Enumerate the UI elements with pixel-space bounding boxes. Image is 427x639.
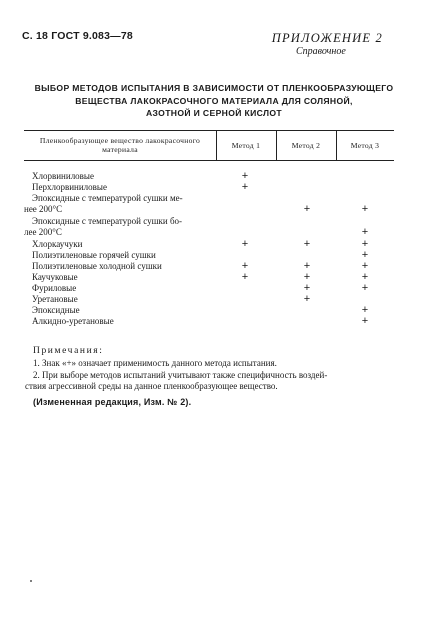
document-title: [18, 82, 410, 120]
method-2-mark: +: [303, 282, 311, 294]
note-2-line-2: ствия агрессивной среды на данное пленкообразующее вещество.: [25, 381, 278, 391]
method-1-mark: +: [241, 181, 249, 193]
method-3-mark: +: [361, 271, 369, 283]
substance-name: Хлоркаучуки: [32, 239, 83, 249]
column-header-substance-line: Пленкообразующее вещество лакокрасочного: [39, 136, 201, 145]
substance-name: Фуриловые: [32, 283, 77, 293]
column-header-substance: [24, 136, 216, 154]
substance-name: Эпоксидные с температурой сушки бо-: [32, 216, 183, 226]
method-1-mark: +: [241, 271, 249, 283]
page-header: С. 18 ГОСТ 9.083—78: [22, 30, 133, 42]
method-3-mark: +: [361, 203, 369, 215]
substance-name: Полиэтиленовые холодной сушки: [32, 261, 162, 271]
table-header-rule: [24, 160, 394, 161]
method-3-mark: +: [361, 226, 369, 238]
table-row: [24, 250, 394, 260]
appendix-subtitle: Справочное: [296, 46, 346, 57]
method-2-mark: +: [303, 271, 311, 283]
table-row: [24, 305, 394, 315]
column-header-method-1: Метод 1: [231, 141, 261, 150]
column-header-method-3: Метод 3: [350, 141, 380, 150]
table-row: [24, 182, 394, 192]
note-1: 1. Знак «+» означает применимость данного метода испытания.: [33, 358, 277, 368]
appendix-title: ПРИЛОЖЕНИЕ 2: [271, 31, 383, 45]
method-3-mark: +: [361, 238, 369, 250]
method-3-mark: +: [361, 282, 369, 294]
title-line: ВЫБОР МЕТОДОВ ИСПЫТАНИЯ В ЗАВИСИМОСТИ ОТ ПЛЕНКООБРАЗУЮЩЕГО: [34, 83, 394, 93]
column-header-substance-line: материала: [102, 145, 138, 154]
table-row: [24, 193, 394, 203]
method-2-mark: +: [303, 260, 311, 272]
substance-name: Каучуковые: [32, 272, 78, 282]
table-row: [24, 272, 394, 282]
substance-name: Хлорвиниловые: [32, 171, 94, 181]
method-3-mark: +: [361, 315, 369, 327]
method-2-mark: +: [303, 238, 311, 250]
substance-name: Алкидно-уретановые: [32, 316, 114, 326]
column-header-method-2: Метод 2: [291, 141, 321, 150]
table-row: [24, 171, 394, 181]
method-3-mark: +: [361, 260, 369, 272]
note-2-line-1: 2. При выборе методов испытаний учитывают также специфичность воздей-: [33, 370, 328, 380]
table-row: [24, 216, 394, 226]
table-row: [24, 316, 394, 326]
amendment-note: (Измененная редакция, Изм. № 2).: [33, 397, 192, 407]
table-top-rule: [24, 130, 394, 131]
table-row: [24, 239, 394, 249]
notes-heading: Примечания:: [33, 346, 104, 356]
method-3-mark: +: [361, 304, 369, 316]
method-1-mark: +: [241, 260, 249, 272]
title-line: АЗОТНОЙ И СЕРНОЙ КИСЛОТ: [146, 108, 282, 118]
substance-name: лее 200°С: [24, 227, 62, 237]
method-1-mark: +: [241, 238, 249, 250]
substance-name: нее 200°С: [24, 204, 63, 214]
table-row: [24, 261, 394, 271]
table-row: [24, 227, 394, 237]
substance-name: Уретановые: [32, 294, 78, 304]
table-row: [24, 204, 394, 214]
title-line: ВЕЩЕСТВА ЛАКОКРАСОЧНОГО МАТЕРИАЛА ДЛЯ СОЛЯНОЙ,: [75, 95, 353, 106]
method-2-mark: +: [303, 203, 311, 215]
method-3-mark: +: [361, 249, 369, 261]
substance-name: Эпоксидные с температурой сушки ме-: [32, 193, 183, 203]
method-2-mark: +: [303, 293, 311, 305]
table-row: [24, 294, 394, 304]
scan-speck: [30, 580, 32, 582]
substance-name: Полиэтиленовые горячей сушки: [32, 250, 156, 260]
substance-name: Перхлорвиниловые: [32, 182, 107, 192]
substance-name: Эпоксидные: [32, 305, 80, 315]
method-1-mark: +: [241, 170, 249, 182]
table-row: [24, 283, 394, 293]
